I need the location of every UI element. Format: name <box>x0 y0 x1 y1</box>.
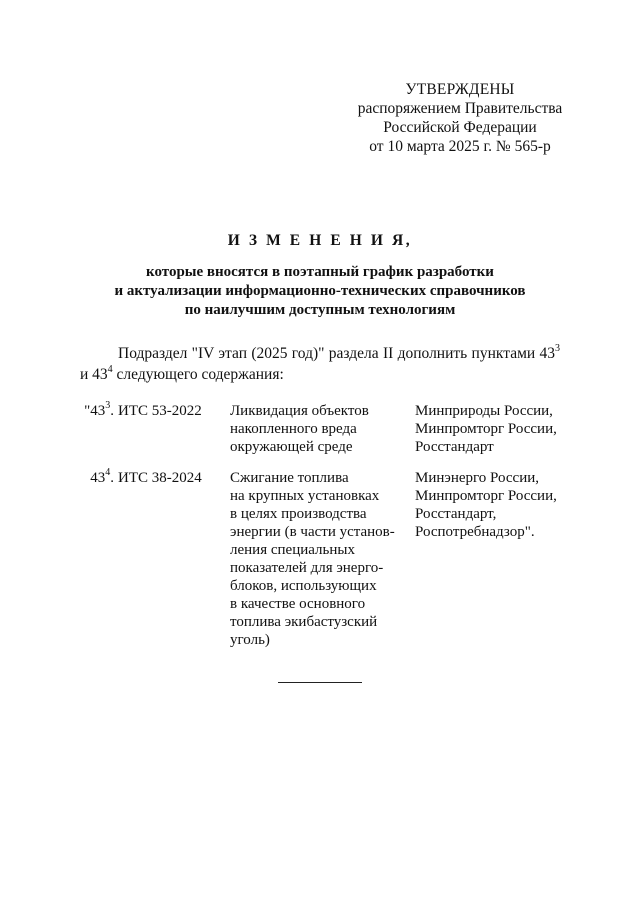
item-responsible-line: Минпромторг России, <box>415 421 557 437</box>
item-number <box>70 402 114 422</box>
intro-text: следующего содержания: <box>112 366 284 383</box>
item-number-suffix: . <box>110 470 114 486</box>
item-code: ИТС 53-2022 <box>118 403 202 419</box>
approval-title: УТВЕРЖДЕНЫ <box>405 81 515 98</box>
item-name-line: энергии (в части установ- <box>230 524 395 540</box>
intro-paragraph <box>80 344 560 386</box>
item-number <box>70 469 114 489</box>
approval-block <box>340 80 580 156</box>
superscript: 4 <box>105 467 111 478</box>
item-responsible-line: Росстандарт <box>415 439 494 455</box>
item-responsible-line: Росстандарт, <box>415 506 497 522</box>
item-responsible-line: Роспотребнадзор". <box>415 524 535 540</box>
document-heading <box>0 232 640 320</box>
item-name <box>230 469 400 649</box>
superscript: 4 <box>107 364 113 375</box>
heading-subtitle-line: по наилучшим доступным технологиям <box>184 302 456 318</box>
item-responsible <box>415 402 585 456</box>
heading-title: И З М Е Н Е Н И Я, <box>227 232 413 249</box>
superscript: 3 <box>105 400 111 411</box>
item-name-line: на крупных установках <box>230 488 380 504</box>
item-name-line: топлива экибастузский <box>230 614 378 630</box>
heading-subtitle-line: и актуализации информационно-технических справочников <box>114 283 526 299</box>
approval-line: Российской Федерации <box>383 119 537 136</box>
item-name-line: Ликвидация объектов <box>230 403 369 419</box>
item-number-text: "43 <box>84 403 106 419</box>
item-responsible <box>415 469 585 541</box>
intro-line-2 <box>80 365 560 386</box>
item-name-line: Сжигание топлива <box>230 470 349 486</box>
intro-line-1 <box>80 344 560 365</box>
item-responsible-line: Минприроды России, <box>415 403 553 419</box>
heading-subtitle-line: которые вносятся в поэтапный график разработки <box>146 264 494 280</box>
item-name-line: ления специальных <box>230 542 355 558</box>
approval-line: распоряжением Правительства <box>357 100 563 117</box>
superscript: 3 <box>555 343 560 354</box>
item-name-line: окружающей среде <box>230 439 353 455</box>
item-name-line: показателей для энерго- <box>230 560 384 576</box>
approval-date: от 10 марта 2025 г. № 565-р <box>369 138 551 155</box>
item-name-line: накопленного вреда <box>230 421 357 437</box>
end-divider <box>278 682 362 683</box>
item-responsible-line: Минэнерго России, <box>415 470 540 486</box>
item-name-line: в целях производства <box>230 506 367 522</box>
item-responsible-line: Минпромторг России, <box>415 488 557 504</box>
item-name-line: уголь) <box>230 632 270 648</box>
item-name <box>230 402 400 456</box>
item-name-line: блоков, использующих <box>230 578 377 594</box>
item-code: ИТС 38-2024 <box>118 470 202 486</box>
item-name-line: в качестве основного <box>230 596 366 612</box>
item-number-suffix: . <box>110 403 114 419</box>
intro-text: Подраздел "IV этап (2025 год)" раздела II дополнить пунктами 43 <box>118 345 555 362</box>
item-number-text: 43 <box>90 470 106 486</box>
intro-text: и 43 <box>80 366 108 383</box>
